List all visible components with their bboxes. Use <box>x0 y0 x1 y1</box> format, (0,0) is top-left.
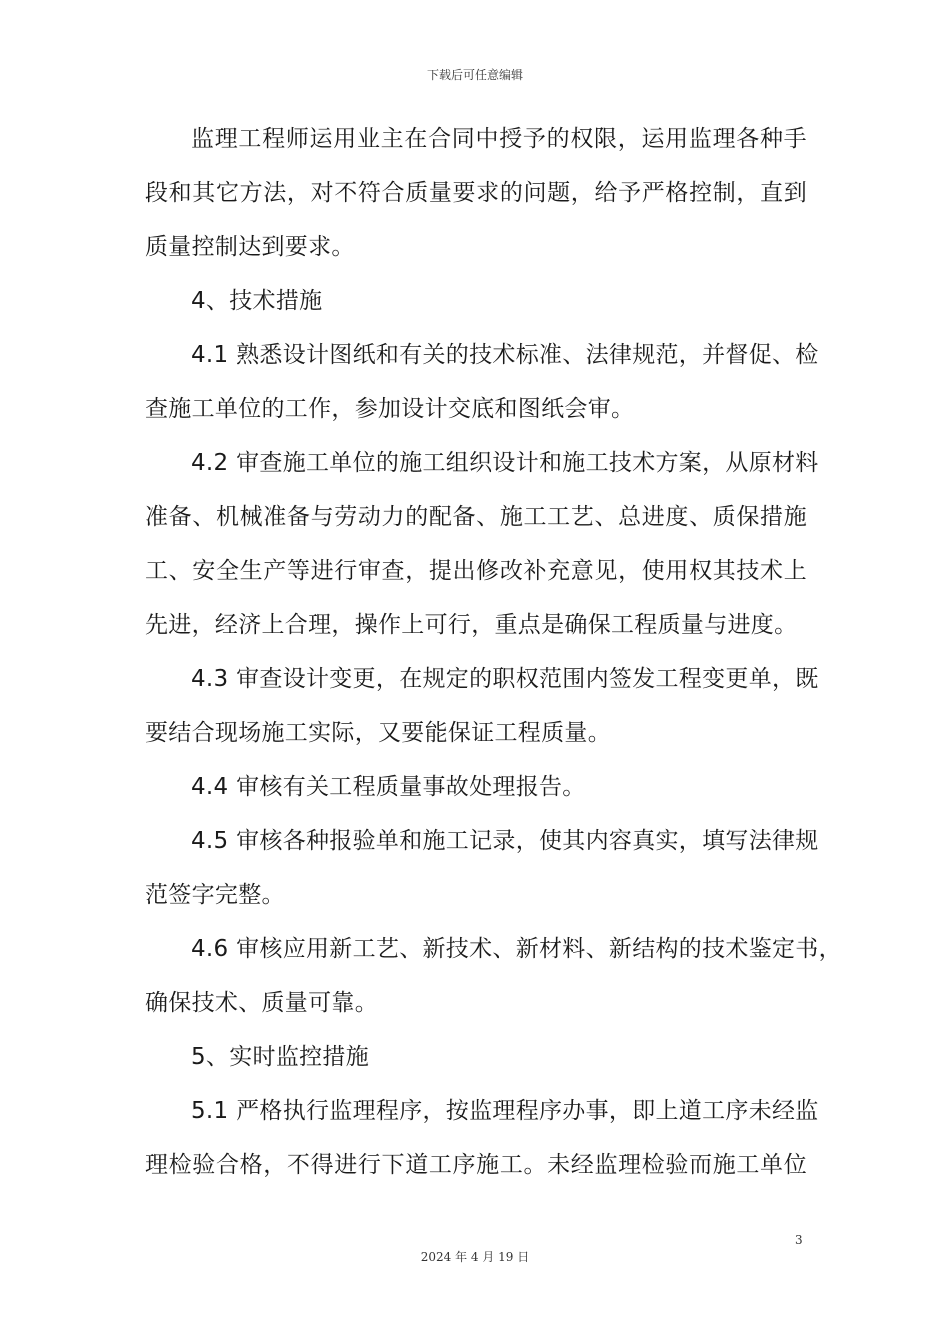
text-line: 4.5 审核各种报验单和施工记录，使其内容真实，填写法律规 <box>191 828 819 854</box>
text-line: 确保技术、质量可靠。 <box>145 990 378 1016</box>
text-line: 监理工程师运用业主在合同中授予的权限，运用监理各种手 <box>191 126 807 152</box>
text-line: 准备、机械准备与劳动力的配备、施工工艺、总进度、质保措施 <box>145 504 807 530</box>
page-header-note: 下载后可任意编辑 <box>426 68 523 82</box>
text-line: 4.4 审核有关工程质量事故处理报告。 <box>191 774 586 800</box>
page-number: 3 <box>795 1233 803 1247</box>
text-line: 5.1 严格执行监理程序，按监理程序办事，即上道工序未经监 <box>191 1098 819 1124</box>
text-line: 查施工单位的工作，参加设计交底和图纸会审。 <box>145 396 635 422</box>
text-line: 理检验合格，不得进行下道工序施工。未经监理检验而施工单位 <box>145 1152 807 1178</box>
document-body <box>145 112 842 1192</box>
text-line: 4.1 熟悉设计图纸和有关的技术标准、法律规范，并督促、检 <box>191 342 819 368</box>
text-line: 段和其它方法，对不符合质量要求的问题，给予严格控制，直到 <box>145 180 807 206</box>
text-line: 4.2 审查施工单位的施工组织设计和施工技术方案，从原材料 <box>191 450 819 476</box>
text-line: 质量控制达到要求。 <box>145 234 355 260</box>
section-heading: 4、技术措施 <box>191 288 323 314</box>
section-heading: 5、实时监控措施 <box>191 1044 370 1070</box>
text-line: 范签字完整。 <box>145 882 285 908</box>
text-line: 4.3 审查设计变更，在规定的职权范围内签发工程变更单，既 <box>191 666 819 692</box>
page-footer-date: 2024 年 4 月 19 日 <box>420 1250 530 1264</box>
text-line: 工、安全生产等进行审查，提出修改补充意见，使用权其技术上 <box>145 558 807 584</box>
text-line: 要结合现场施工实际，又要能保证工程质量。 <box>145 720 611 746</box>
text-line: 先进，经济上合理，操作上可行，重点是确保工程质量与进度。 <box>145 612 798 638</box>
text-line: 4.6 审核应用新工艺、新技术、新材料、新结构的技术鉴定书， <box>191 936 842 962</box>
